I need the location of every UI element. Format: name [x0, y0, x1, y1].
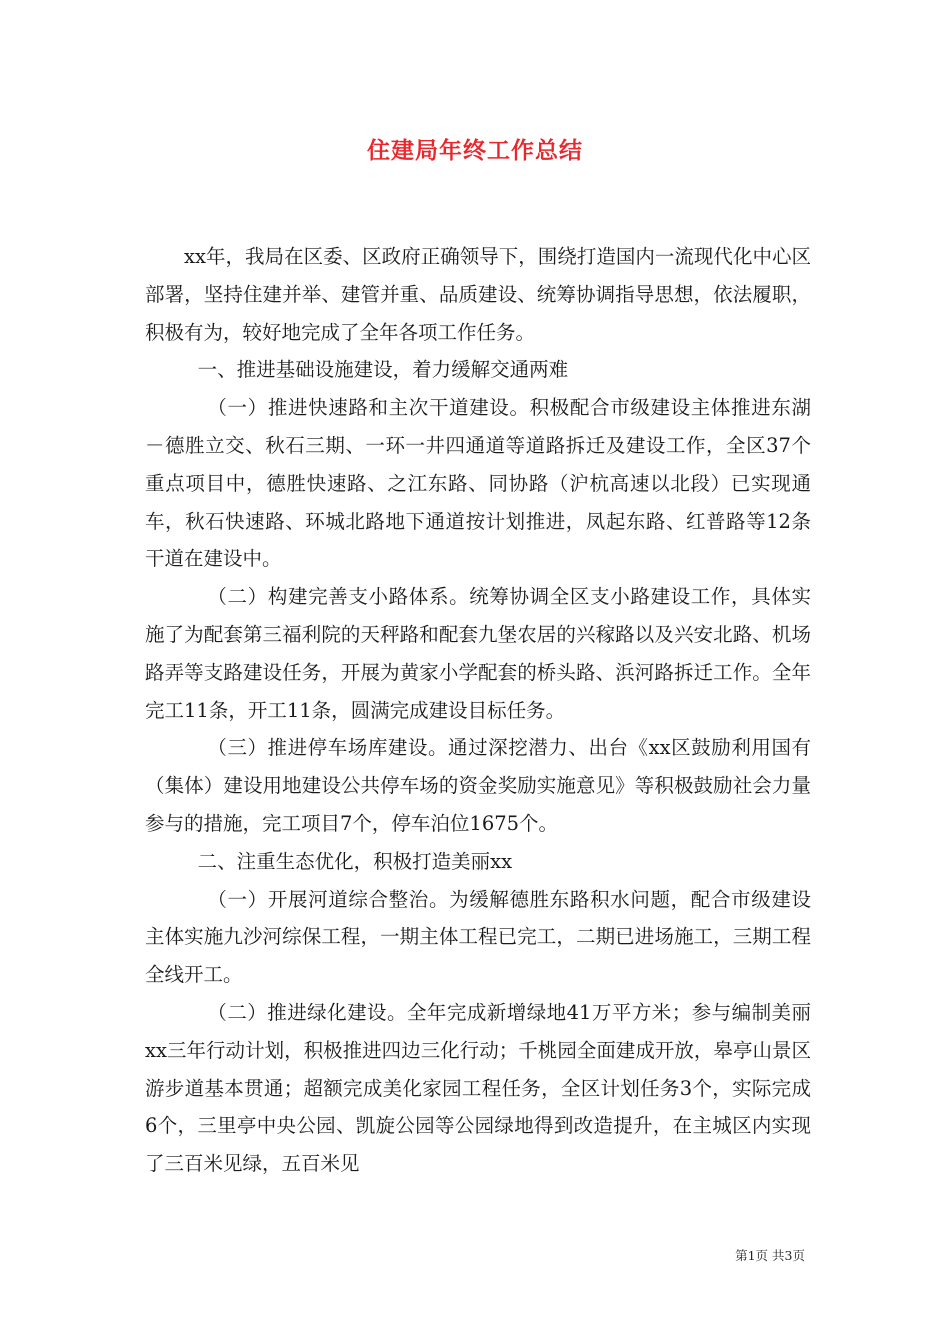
document-title: 住建局年终工作总结: [367, 138, 583, 164]
page-number-footer: 第1页 共3页: [735, 1248, 805, 1263]
document-body: [145, 238, 811, 1183]
paragraph-1-1: （一）推进快速路和主次干道建设。积极配合市级建设主体推进东湖－德胜立交、秋石三期、一环一井四通道等道路拆迁及建设工作，全区37个重点项目中，德胜快速路、之江东路、同协路（沪杭高速以北段）已实现通车，秋石快速路、环城北路地下通道按计划推进，凤起东路、红普路等12条干道在建设中。: [145, 396, 811, 571]
paragraph-1-3: （三）推进停车场库建设。通过深挖潜力、出台《xx区鼓励利用国有（集体）建设用地建设公共停车场的资金奖励实施意见》等积极鼓励社会力量参与的措施，完工项目7个，停车泊位1675个。: [145, 736, 811, 835]
paragraph-2-2: （二）推进绿化建设。全年完成新增绿地41万平方米；参与编制美丽xx三年行动计划，积极推进四边三化行动；千桃园全面建成开放，皋亭山景区游步道基本贯通；超额完成美化家园工程任务，全区计划任务3个，实际完成6个，三里亭中央公园、凯旋公园等公园绿地得到改造提升，在主城区内实现了三百米见绿，五百米见: [145, 1000, 811, 1176]
section-heading-2: 二、注重生态优化，积极打造美丽xx: [197, 849, 513, 873]
paragraph-intro: xx年，我局在区委、区政府正确领导下，围绕打造国内一流现代化中心区部署，坚持住建并举、建管并重、品质建设、统筹协调指导思想，依法履职，积极有为，较好地完成了全年各项工作任务。: [145, 245, 811, 344]
paragraph-1-2: （二）构建完善支小路体系。统筹协调全区支小路建设工作，具体实施了为配套第三福利院的天秤路和配套九堡农居的兴稼路以及兴安北路、机场路弄等支路建设任务，开展为黄家小学配套的桥头路、浜河路拆迁工作。全年完工11条，开工11条，圆满完成建设目标任务。: [145, 585, 811, 722]
section-heading-1: 一、推进基础设施建设，着力缓解交通两难: [197, 358, 569, 382]
paragraph-2-1: （一）开展河道综合整治。为缓解德胜东路积水问题，配合市级建设主体实施九沙河综保工程，一期主体工程已完工，二期已进场施工，三期工程全线开工。: [145, 887, 811, 987]
